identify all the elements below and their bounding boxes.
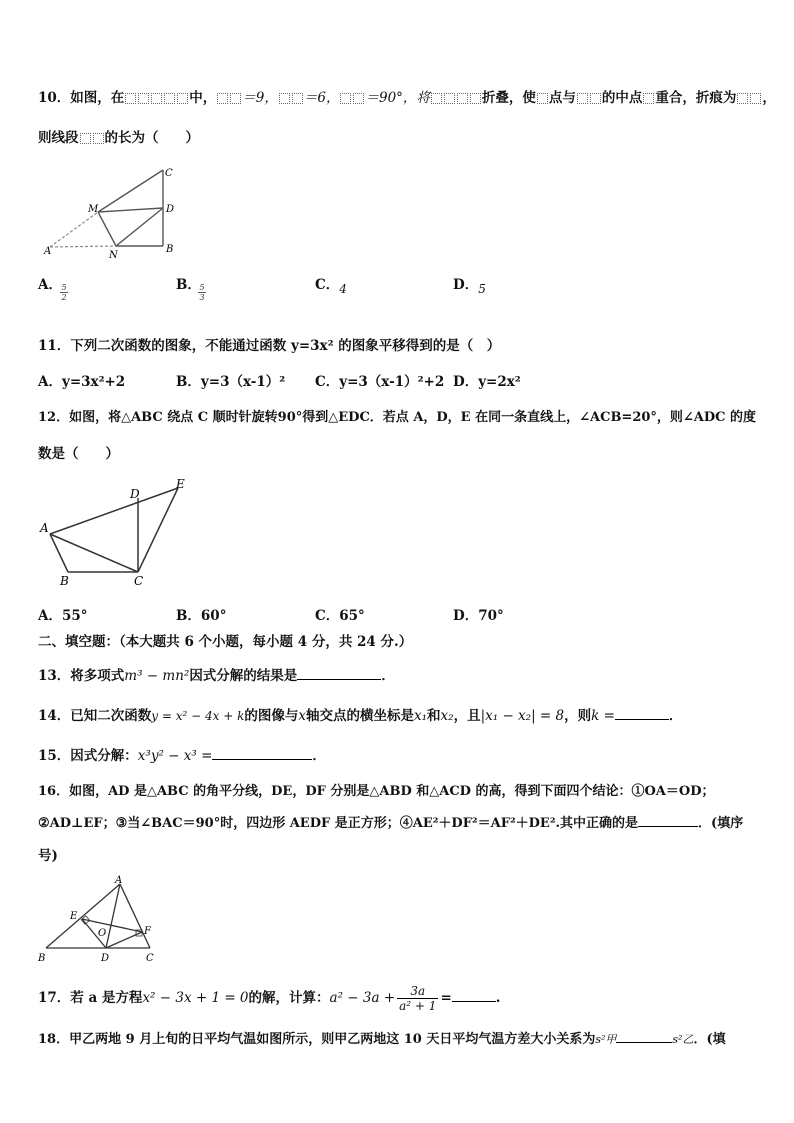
- answer-blank[interactable]: [638, 826, 698, 827]
- q10-option-a-frac: 5 2: [61, 283, 67, 302]
- placeholder-box: [431, 93, 442, 104]
- label-C: C: [146, 953, 154, 964]
- label-B: B: [166, 244, 174, 255]
- label-D: D: [166, 204, 175, 215]
- placeholder-box: [590, 93, 601, 104]
- q11-option-c[interactable]: C．y=3（x-1）²+2: [315, 374, 445, 390]
- answer-blank[interactable]: [452, 1001, 496, 1002]
- q16-figure: [36, 874, 166, 966]
- q15: 15．因式分解：x³y² − x³ = ．: [38, 748, 326, 764]
- q10-option-c[interactable]: C．4: [315, 277, 347, 296]
- q10-option-a[interactable]: A．: [38, 277, 62, 293]
- q11-stem: 11．下列二次函数的图象，不能通过函数 y=3x² 的图象平移得到的是（ ）: [38, 338, 501, 354]
- q10-option-b[interactable]: B．: [176, 277, 201, 293]
- answer-blank[interactable]: [615, 719, 669, 720]
- answer-blank[interactable]: [297, 679, 381, 680]
- q11-option-d[interactable]: D．y=2x²: [453, 374, 521, 390]
- placeholder-box: [457, 93, 468, 104]
- q12-option-c[interactable]: C．65°: [315, 608, 365, 624]
- placeholder-box: [470, 93, 481, 104]
- placeholder-box: [340, 93, 351, 104]
- q17-fraction: $\frac{3a}{\text{a² + 1}}$: [399, 984, 437, 1013]
- label-B: B: [60, 574, 69, 588]
- placeholder-box: [164, 93, 175, 104]
- label-B: B: [38, 953, 46, 964]
- q10-option-d[interactable]: D．5: [453, 277, 486, 296]
- q12-option-d[interactable]: D．70°: [453, 608, 504, 624]
- label-C: C: [134, 574, 144, 588]
- placeholder-box: [537, 93, 548, 104]
- q16-line1: 16．如图，AD 是△ABC 的角平分线，DE，DF 分别是△ABD 和△ACD 的高，得到下面四个结论：①OA＝OD；: [38, 784, 715, 799]
- section-heading: 二、填空题：（本大题共 6 个小题，每小题 4 分，共 24 分.）: [38, 634, 413, 650]
- label-F: F: [144, 926, 151, 937]
- q12-option-b[interactable]: B．60°: [176, 608, 227, 624]
- label-O: O: [98, 928, 107, 939]
- q10-figure: [38, 160, 188, 260]
- placeholder-box: [577, 93, 588, 104]
- placeholder-box: [444, 93, 455, 104]
- label-E: E: [70, 911, 78, 922]
- q10-line2: 则线段 的长为（ ）: [38, 130, 199, 146]
- q10-option-b-frac: 5 3: [199, 283, 205, 302]
- q12-figure: [38, 478, 198, 588]
- placeholder-box: [279, 93, 290, 104]
- q17: 17．若 a 是方程x² − 3x + 1 = 0的解，计算：a² − 3a + $\frac{3a}{\text{a² + 1}}$ = .: [38, 984, 501, 1013]
- label-A: A: [115, 875, 123, 886]
- label-A: A: [44, 246, 52, 257]
- label-E: E: [176, 478, 185, 491]
- placeholder-box: [151, 93, 162, 104]
- placeholder-box: [138, 93, 149, 104]
- placeholder-box: [125, 93, 136, 104]
- q12-option-a[interactable]: A．55°: [38, 608, 88, 624]
- placeholder-box: [80, 133, 91, 144]
- q10-line1: 10．如图，在 中， ＝9， ＝6， ＝90°，将 折叠，使 点与 的中点 重合，折痕为 ，: [38, 90, 776, 106]
- placeholder-box: [230, 93, 241, 104]
- placeholder-box: [292, 93, 303, 104]
- answer-blank[interactable]: [616, 1042, 672, 1043]
- placeholder-box: [93, 133, 104, 144]
- q11-option-b[interactable]: B．y=3（x-1）²: [176, 374, 286, 390]
- label-A: A: [40, 521, 49, 535]
- q12-line1: 12．如图，将△ABC 绕点 C 顺时针旋转90°得到△EDC．若点 A，D，E 在同一条直线上，∠ACB=20°，则∠ADC 的度: [38, 410, 757, 425]
- q12-line2: 数是（ ）: [38, 446, 119, 462]
- q16-line3: 号): [38, 848, 58, 864]
- label-D: D: [101, 953, 110, 964]
- label-C: C: [165, 168, 173, 179]
- label-N: N: [109, 250, 118, 260]
- q18: 18．甲乙两地 9 月上旬的日平均气温如图所示，则甲乙两地这 10 天日平均气温方差大小关系为s²甲 s²乙．(填: [38, 1032, 726, 1047]
- placeholder-box: [217, 93, 228, 104]
- answer-blank[interactable]: [212, 759, 312, 760]
- q13: 13．将多项式m³ − mn²因式分解的结果是 ．: [38, 668, 395, 684]
- placeholder-box: [750, 93, 761, 104]
- placeholder-box: [177, 93, 188, 104]
- q16-line2: ②AD⊥EF；③当∠BAC＝90°时，四边形 AEDF 是正方形；④AE²＋DF²＝AF²＋DE².其中正确的是 ．(填序: [38, 816, 744, 831]
- q14: 14．已知二次函数y = x² − 4x + k的图像与x轴交点的横坐标是x₁和x₂，且|x₁ − x₂| = 8，则k = ．: [38, 708, 683, 724]
- placeholder-box: [353, 93, 364, 104]
- label-D: D: [130, 487, 140, 501]
- label-M: M: [88, 204, 99, 215]
- q11-option-a[interactable]: A．y=3x²+2: [38, 374, 126, 390]
- placeholder-box: [643, 93, 654, 104]
- placeholder-box: [737, 93, 748, 104]
